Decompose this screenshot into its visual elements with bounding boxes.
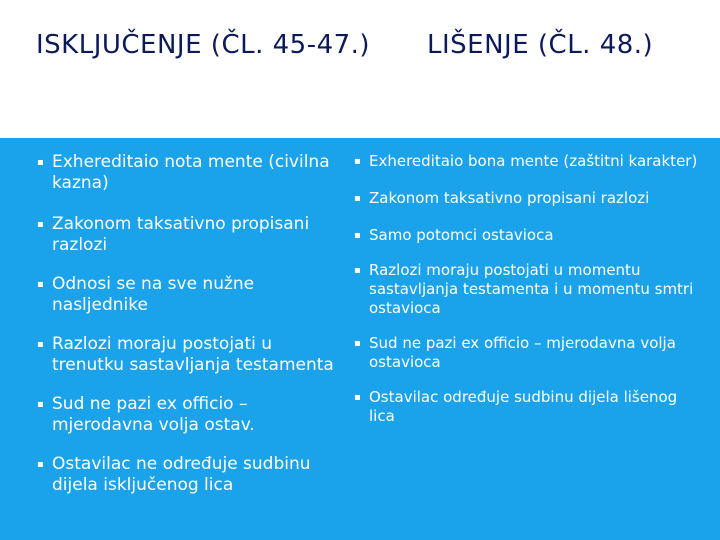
bullet-icon: ▪ (354, 338, 361, 349)
bullet-icon: ▪ (37, 459, 44, 470)
bullet-icon: ▪ (354, 265, 361, 276)
bullet-icon: ▪ (354, 392, 361, 403)
bullet-icon: ▪ (37, 219, 44, 230)
left-item-3 (36, 274, 341, 316)
right-item-1 (353, 152, 698, 171)
left-item-text: Razlozi moraju postojati u trenutku sastavljanja testamenta (52, 334, 334, 375)
right-item-2 (353, 189, 698, 208)
right-item-3 (353, 226, 698, 245)
left-item-4 (36, 334, 341, 376)
bullet-icon: ▪ (37, 399, 44, 410)
right-item-text: Exhereditaio bona mente (zaštitni karakter) (369, 152, 698, 170)
right-item-4 (353, 261, 698, 318)
right-item-6 (353, 388, 698, 426)
left-item-text: Zakonom taksativno propisani razlozi (52, 214, 310, 255)
right-item-text: Samo potomci ostavioca (369, 226, 554, 244)
left-column-list (36, 152, 341, 496)
bullet-icon: ▪ (354, 230, 361, 241)
bullet-icon: ▪ (37, 157, 44, 168)
content-panel (0, 138, 720, 540)
left-item-6 (36, 454, 341, 496)
left-item-5 (36, 394, 341, 436)
left-item-text: Ostavilac ne određuje sudbinu dijela isključenog lica (52, 454, 311, 495)
bullet-icon: ▪ (37, 279, 44, 290)
right-item-text: Sud ne pazi ex officio – mjerodavna volja ostavioca (369, 334, 676, 371)
right-item-text: Razlozi moraju postojati u momentu sastavljanja testamenta i u momentu smtri ostavioca (369, 261, 694, 317)
right-item-5 (353, 334, 698, 372)
right-item-text: Zakonom taksativno propisani razlozi (369, 189, 650, 207)
bullet-icon: ▪ (354, 156, 361, 167)
bullet-icon: ▪ (354, 193, 361, 204)
left-item-text: Exhereditaio nota mente (civilna kazna) (52, 152, 330, 193)
title-lisenje: LIŠENJE (ČL. 48.) (427, 30, 654, 60)
bullet-icon: ▪ (37, 339, 44, 350)
left-item-text: Odnosi se na sve nužne nasljednike (52, 274, 255, 315)
title-iskljucenje: ISKLJUČENJE (ČL. 45-47.) (36, 30, 371, 60)
left-item-1 (36, 152, 341, 194)
left-item-2 (36, 214, 341, 256)
slide-header (0, 0, 720, 138)
right-column-list (353, 152, 698, 426)
right-item-text: Ostavilac određuje sudbinu dijela lišenog lica (369, 388, 678, 425)
left-item-text: Sud ne pazi ex officio – mjerodavna volja ostav. (52, 394, 255, 435)
